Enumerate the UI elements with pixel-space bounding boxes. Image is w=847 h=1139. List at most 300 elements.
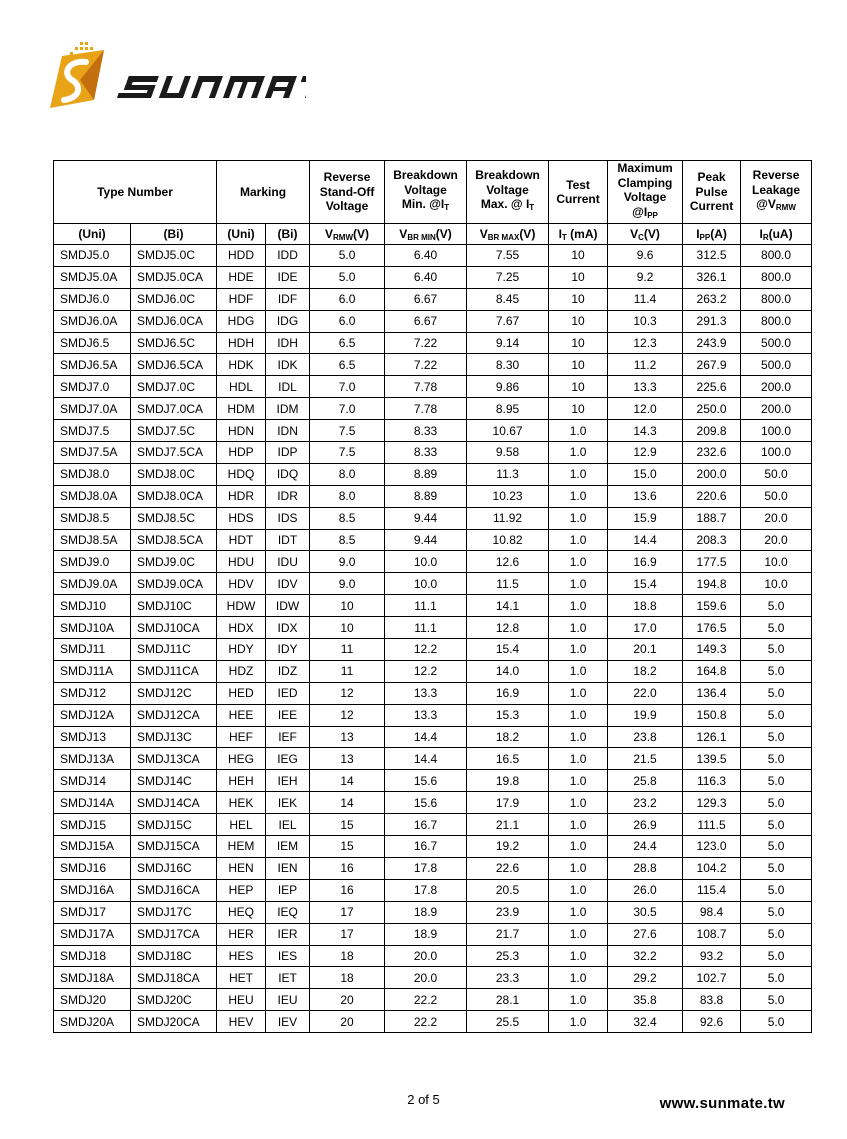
bi-marking-cell: IEF: [266, 726, 310, 748]
table-row: [54, 989, 812, 1011]
table-row: [54, 923, 812, 945]
uni-part-cell: SMDJ16A: [54, 879, 131, 901]
it-unit-header: $I_T$ (mA): [549, 224, 608, 245]
vbr-max-cell: 28.1: [467, 989, 549, 1011]
bi-part-cell: SMDJ6.5C: [131, 332, 217, 354]
peak-pulse-current-cell: 83.8: [683, 989, 741, 1011]
vbr-max-cell: 8.45: [467, 288, 549, 310]
uni-marking-cell: HEV: [217, 1011, 266, 1033]
vrmw-cell: 13: [310, 726, 385, 748]
clamping-voltage-cell: 18.2: [608, 660, 683, 682]
uni-part-cell: SMDJ8.5: [54, 507, 131, 529]
uni-part-cell: SMDJ16: [54, 857, 131, 879]
vc-unit-header: $V_C(V)$: [608, 224, 683, 245]
vrmw-cell: 5.0: [310, 245, 385, 267]
test-current-cell: 1.0: [549, 507, 608, 529]
bi-marking-cell: IDH: [266, 332, 310, 354]
bi-part-cell: SMDJ16CA: [131, 879, 217, 901]
reverse-leakage-cell: 800.0: [741, 288, 812, 310]
bi-part-cell: SMDJ18CA: [131, 967, 217, 989]
uni-marking-cell: HDR: [217, 485, 266, 507]
test-current-cell: 10: [549, 332, 608, 354]
test-current-cell: 1.0: [549, 748, 608, 770]
bi-part-cell: SMDJ13C: [131, 726, 217, 748]
type-number-header: Type Number: [54, 161, 217, 224]
table-row: [54, 879, 812, 901]
vbr-max-cell: 11.92: [467, 507, 549, 529]
uni-part-cell: SMDJ13: [54, 726, 131, 748]
vbr-max-cell: 25.5: [467, 1011, 549, 1033]
clamping-voltage-cell: 19.9: [608, 704, 683, 726]
peak-pulse-current-cell: 312.5: [683, 245, 741, 267]
header-row-units: [54, 224, 812, 245]
vbr-max-cell: 8.30: [467, 354, 549, 376]
peak-pulse-current-cell: 164.8: [683, 660, 741, 682]
uni-marking-cell: HEU: [217, 989, 266, 1011]
vbr-max-cell: 7.67: [467, 310, 549, 332]
clamping-voltage-cell: 13.3: [608, 376, 683, 398]
peak-pulse-current-cell: 123.0: [683, 836, 741, 858]
bi-part-cell: SMDJ13CA: [131, 748, 217, 770]
clamping-voltage-cell: 11.2: [608, 354, 683, 376]
vrmw-cell: 7.0: [310, 376, 385, 398]
reverse-leakage-cell: 10.0: [741, 551, 812, 573]
uni-part-cell: SMDJ8.0A: [54, 485, 131, 507]
table-body: [54, 245, 812, 1033]
reverse-leakage-cell: 5.0: [741, 857, 812, 879]
vrmw-cell: 20: [310, 1011, 385, 1033]
bi-part-cell: SMDJ14C: [131, 770, 217, 792]
peak-pulse-current-cell: 98.4: [683, 901, 741, 923]
vbr-min-cell: 9.44: [385, 507, 467, 529]
clamping-voltage-cell: 23.8: [608, 726, 683, 748]
peak-pulse-current-cell: 209.8: [683, 420, 741, 442]
table-row: [54, 354, 812, 376]
bi-part-cell: SMDJ14CA: [131, 792, 217, 814]
uni-marking-cell: HEF: [217, 726, 266, 748]
test-current-cell: 1.0: [549, 814, 608, 836]
ipp-unit-header: $I_{PP}(A)$: [683, 224, 741, 245]
vbr-max-cell: 22.6: [467, 857, 549, 879]
test-current-cell: 1.0: [549, 529, 608, 551]
vbr-max-cell: 7.55: [467, 245, 549, 267]
uni-part-cell: SMDJ12: [54, 682, 131, 704]
test-current-cell: 1.0: [549, 682, 608, 704]
bi-marking-cell: IDM: [266, 398, 310, 420]
vbr-min-cell: 11.1: [385, 617, 467, 639]
vbr-min-cell: 6.67: [385, 310, 467, 332]
bi-marking-cell: IEQ: [266, 901, 310, 923]
vbr-min-cell: 20.0: [385, 945, 467, 967]
reverse-leakage-cell: 5.0: [741, 967, 812, 989]
table-row: [54, 967, 812, 989]
uni-part-cell: SMDJ20A: [54, 1011, 131, 1033]
vbr-min-cell: 9.44: [385, 529, 467, 551]
vrmw-cell: 10: [310, 617, 385, 639]
bi-part-cell: SMDJ8.0C: [131, 463, 217, 485]
vbr-min-cell: 17.8: [385, 879, 467, 901]
bi-part-cell: SMDJ9.0CA: [131, 573, 217, 595]
bi-marking-cell: IDV: [266, 573, 310, 595]
vbr-min-cell: 14.4: [385, 726, 467, 748]
test-current-cell: 1.0: [549, 617, 608, 639]
vrmw-cell: 9.0: [310, 573, 385, 595]
vbr-min-cell: 10.0: [385, 551, 467, 573]
bi-marking-cell: IEP: [266, 879, 310, 901]
uni-marking-cell: HDF: [217, 288, 266, 310]
test-current-cell: 1.0: [549, 945, 608, 967]
uni-marking-cell: HDM: [217, 398, 266, 420]
peak-pulse-current-cell: 115.4: [683, 879, 741, 901]
test-current-cell: 1.0: [549, 639, 608, 661]
peak-pulse-current-cell: 111.5: [683, 814, 741, 836]
bi-part-cell: SMDJ10C: [131, 595, 217, 617]
bi-marking-cell: IDS: [266, 507, 310, 529]
reverse-leakage-cell: 5.0: [741, 901, 812, 923]
vrmw-cell: 14: [310, 792, 385, 814]
vrmw-cell: 16: [310, 857, 385, 879]
reverse-leakage-cell: 500.0: [741, 332, 812, 354]
reverse-leakage-cell: 5.0: [741, 595, 812, 617]
ir-unit-header: $I_R(uA)$: [741, 224, 812, 245]
reverse-leakage-cell: 5.0: [741, 989, 812, 1011]
bi-marking-cell: IEU: [266, 989, 310, 1011]
vbr-min-cell: 10.0: [385, 573, 467, 595]
uni-marking-cell: HEQ: [217, 901, 266, 923]
vbr-min-cell: 7.22: [385, 354, 467, 376]
vbr-min-cell: 12.2: [385, 639, 467, 661]
vrmw-cell: 7.5: [310, 420, 385, 442]
table-row: [54, 945, 812, 967]
uni-marking-cell: HDK: [217, 354, 266, 376]
vrmw-cell: 9.0: [310, 551, 385, 573]
peak-pulse-current-cell: 92.6: [683, 1011, 741, 1033]
table-row: [54, 770, 812, 792]
test-current-cell: 10: [549, 354, 608, 376]
bi-marking-cell: IDD: [266, 245, 310, 267]
uni-part-cell: SMDJ11A: [54, 660, 131, 682]
uni-part-cell: SMDJ8.0: [54, 463, 131, 485]
reverse-leakage-cell: 5.0: [741, 1011, 812, 1033]
uni-part-cell: SMDJ14A: [54, 792, 131, 814]
vbr-min-cell: 6.40: [385, 245, 467, 267]
table-row: [54, 310, 812, 332]
sunmate-logo: [42, 40, 306, 122]
uni-part-cell: SMDJ18: [54, 945, 131, 967]
bi-part-cell: SMDJ6.0CA: [131, 310, 217, 332]
vbr-min-cell: 17.8: [385, 857, 467, 879]
uni-part-cell: SMDJ20: [54, 989, 131, 1011]
peak-pulse-current-cell: 149.3: [683, 639, 741, 661]
clamping-voltage-cell: 11.4: [608, 288, 683, 310]
clamping-voltage-cell: 28.8: [608, 857, 683, 879]
header-row-main: [54, 161, 812, 224]
clamping-voltage-cell: 15.0: [608, 463, 683, 485]
test-current-cell: 1.0: [549, 923, 608, 945]
bi-marking-cell: IDQ: [266, 463, 310, 485]
uni-marking-cell: HEL: [217, 814, 266, 836]
website-url: www.sunmate.tw: [659, 1095, 785, 1112]
bi-part-cell: SMDJ12CA: [131, 704, 217, 726]
reverse-leakage-cell: 5.0: [741, 879, 812, 901]
reverse-leakage-cell: 5.0: [741, 726, 812, 748]
bi-marking-header: (Bi): [266, 224, 310, 245]
vbr-max-cell: 16.5: [467, 748, 549, 770]
peak-pulse-current-cell: 102.7: [683, 967, 741, 989]
vbr-max-cell: 12.8: [467, 617, 549, 639]
peak-pulse-current-cell: 250.0: [683, 398, 741, 420]
reverse-leakage-cell: 5.0: [741, 748, 812, 770]
bi-part-cell: SMDJ15CA: [131, 836, 217, 858]
vbr-max-cell: 15.4: [467, 639, 549, 661]
reverse-leakage-cell: 800.0: [741, 310, 812, 332]
vbr-min-cell: 8.33: [385, 420, 467, 442]
clamping-voltage-cell: 23.2: [608, 792, 683, 814]
bi-marking-cell: IET: [266, 967, 310, 989]
uni-marking-cell: HDS: [217, 507, 266, 529]
uni-marking-cell: HDT: [217, 529, 266, 551]
uni-marking-cell: HDW: [217, 595, 266, 617]
bi-part-cell: SMDJ17C: [131, 901, 217, 923]
uni-part-cell: SMDJ5.0: [54, 245, 131, 267]
test-current-cell: 1.0: [549, 551, 608, 573]
uni-part-cell: SMDJ15: [54, 814, 131, 836]
peak-pulse-current-cell: 243.9: [683, 332, 741, 354]
table-row: [54, 682, 812, 704]
page-number: 2 of 5: [407, 1092, 440, 1107]
vbr-max-cell: 16.9: [467, 682, 549, 704]
uni-part-cell: SMDJ7.5A: [54, 442, 131, 464]
bi-part-cell: SMDJ16C: [131, 857, 217, 879]
bi-part-cell: SMDJ20CA: [131, 1011, 217, 1033]
vrmw-cell: 15: [310, 836, 385, 858]
peak-pulse-current-cell: 188.7: [683, 507, 741, 529]
table-row: [54, 639, 812, 661]
peak-pulse-current-cell: 126.1: [683, 726, 741, 748]
vbr-min-cell: 7.78: [385, 398, 467, 420]
reverse-leakage-cell: 200.0: [741, 398, 812, 420]
reverse-leakage-cell: 5.0: [741, 704, 812, 726]
bi-marking-cell: IDG: [266, 310, 310, 332]
uni-marking-cell: HDE: [217, 266, 266, 288]
uni-part-cell: SMDJ9.0A: [54, 573, 131, 595]
reverse-leakage-cell: 100.0: [741, 420, 812, 442]
test-current-cell: 1.0: [549, 420, 608, 442]
vbr-min-cell: 12.2: [385, 660, 467, 682]
vbr-max-cell: 11.3: [467, 463, 549, 485]
vbr-min-cell: 22.2: [385, 989, 467, 1011]
vbr-max-cell: 7.25: [467, 266, 549, 288]
peak-pulse-current-cell: 267.9: [683, 354, 741, 376]
vrmw-cell: 11: [310, 660, 385, 682]
clamping-voltage-cell: 29.2: [608, 967, 683, 989]
table-row: [54, 420, 812, 442]
reverse-leakage-cell: 20.0: [741, 507, 812, 529]
table-row: [54, 660, 812, 682]
peak-pulse-current-cell: 200.0: [683, 463, 741, 485]
vrmw-cell: 12: [310, 682, 385, 704]
uni-part-cell: SMDJ18A: [54, 967, 131, 989]
peak-pulse-current-cell: 176.5: [683, 617, 741, 639]
uni-part-cell: SMDJ9.0: [54, 551, 131, 573]
peak-pulse-current-cell: 208.3: [683, 529, 741, 551]
uni-marking-cell: HDQ: [217, 463, 266, 485]
table-row: [54, 398, 812, 420]
vbr-max-cell: 10.67: [467, 420, 549, 442]
table-row: [54, 573, 812, 595]
uni-marking-cell: HED: [217, 682, 266, 704]
vbr-min-cell: 7.78: [385, 376, 467, 398]
vbr-max-cell: 20.5: [467, 879, 549, 901]
test-current-cell: 1.0: [549, 857, 608, 879]
test-current-cell: 1.0: [549, 836, 608, 858]
vrmw-cell: 17: [310, 923, 385, 945]
test-current-cell: 10: [549, 245, 608, 267]
uni-part-cell: SMDJ6.5: [54, 332, 131, 354]
uni-marking-cell: HES: [217, 945, 266, 967]
uni-marking-cell: HEN: [217, 857, 266, 879]
clamping-voltage-cell: 18.8: [608, 595, 683, 617]
bi-part-cell: SMDJ7.5CA: [131, 442, 217, 464]
peak-pulse-current-cell: 225.6: [683, 376, 741, 398]
uni-part-cell: SMDJ17A: [54, 923, 131, 945]
vbr-max-cell: 10.23: [467, 485, 549, 507]
vrmw-cell: 8.0: [310, 485, 385, 507]
bi-part-cell: SMDJ12C: [131, 682, 217, 704]
vrmw-cell: 18: [310, 945, 385, 967]
vrmw-cell: 13: [310, 748, 385, 770]
peak-pulse-current-cell: 129.3: [683, 792, 741, 814]
uni-marking-cell: HER: [217, 923, 266, 945]
vbr-min-cell: 22.2: [385, 1011, 467, 1033]
peak-pulse-current-cell: 291.3: [683, 310, 741, 332]
reverse-leakage-cell: 5.0: [741, 923, 812, 945]
clamping-voltage-cell: 26.9: [608, 814, 683, 836]
vbr-min-cell: 11.1: [385, 595, 467, 617]
vbr-min-cell: 20.0: [385, 967, 467, 989]
bi-marking-cell: IDX: [266, 617, 310, 639]
bi-marking-cell: IES: [266, 945, 310, 967]
vrmw-cell: 18: [310, 967, 385, 989]
test-current-cell: 1.0: [549, 879, 608, 901]
bi-marking-cell: IDR: [266, 485, 310, 507]
clamping-voltage-cell: 35.8: [608, 989, 683, 1011]
uni-part-cell: SMDJ17: [54, 901, 131, 923]
vbr-min-cell: 15.6: [385, 792, 467, 814]
vrmw-cell: 12: [310, 704, 385, 726]
uni-marking-cell: HEK: [217, 792, 266, 814]
vrmw-cell: 11: [310, 639, 385, 661]
clamping-voltage-cell: 9.6: [608, 245, 683, 267]
marking-header: Marking: [217, 161, 310, 224]
vbr-min-cell: 16.7: [385, 814, 467, 836]
peak-pulse-current-cell: 326.1: [683, 266, 741, 288]
test-current-cell: 1.0: [549, 704, 608, 726]
bi-part-cell: SMDJ20C: [131, 989, 217, 1011]
clamping-voltage-cell: 12.3: [608, 332, 683, 354]
logo-wordmark: [117, 76, 306, 98]
bi-part-cell: SMDJ5.0C: [131, 245, 217, 267]
test-current-cell: 10: [549, 288, 608, 310]
table-row: [54, 551, 812, 573]
test-current-cell: 10: [549, 266, 608, 288]
vrmw-cell: 14: [310, 770, 385, 792]
uni-marking-cell: HEP: [217, 879, 266, 901]
test-current-cell: 1.0: [549, 901, 608, 923]
peak-pulse-current-cell: 177.5: [683, 551, 741, 573]
bi-part-cell: SMDJ17CA: [131, 923, 217, 945]
clamping-voltage-cell: 25.8: [608, 770, 683, 792]
bi-marking-cell: IDW: [266, 595, 310, 617]
bi-part-cell: SMDJ11C: [131, 639, 217, 661]
clamping-voltage-cell: 20.1: [608, 639, 683, 661]
table-row: [54, 704, 812, 726]
reverse-leakage-cell: 10.0: [741, 573, 812, 595]
peak-pulse-current-cell: 116.3: [683, 770, 741, 792]
table-row: [54, 463, 812, 485]
vbr-max-cell: 23.3: [467, 967, 549, 989]
bi-part-cell: SMDJ10CA: [131, 617, 217, 639]
table-row: [54, 332, 812, 354]
reverse-leakage-cell: 5.0: [741, 770, 812, 792]
reverse-leakage-cell: 5.0: [741, 792, 812, 814]
bi-marking-cell: IDK: [266, 354, 310, 376]
vrmw-cell: 6.5: [310, 332, 385, 354]
bi-marking-cell: IED: [266, 682, 310, 704]
test-current-cell: 10: [549, 376, 608, 398]
vbr-min-cell: 8.33: [385, 442, 467, 464]
bi-marking-cell: IDE: [266, 266, 310, 288]
uni-marking-cell: HEG: [217, 748, 266, 770]
table-row: [54, 1011, 812, 1033]
vbr-max-cell: 15.3: [467, 704, 549, 726]
uni-part-cell: SMDJ7.0: [54, 376, 131, 398]
clamping-voltage-cell: 13.6: [608, 485, 683, 507]
table-row: [54, 529, 812, 551]
vrmw-cell: 6.5: [310, 354, 385, 376]
uni-part-cell: SMDJ11: [54, 639, 131, 661]
uni-part-cell: SMDJ12A: [54, 704, 131, 726]
bi-part-cell: SMDJ7.0CA: [131, 398, 217, 420]
bi-marking-cell: IEM: [266, 836, 310, 858]
uni-marking-cell: HDY: [217, 639, 266, 661]
vbr-min-cell: 8.89: [385, 463, 467, 485]
vbr-max-cell: 18.2: [467, 726, 549, 748]
test-current-cell: 1.0: [549, 595, 608, 617]
vbr-max-cell: 17.9: [467, 792, 549, 814]
clamping-voltage-cell: 12.0: [608, 398, 683, 420]
clamping-voltage-cell: 27.6: [608, 923, 683, 945]
reverse-leakage-cell: 5.0: [741, 639, 812, 661]
bi-part-cell: SMDJ6.5CA: [131, 354, 217, 376]
test-current-cell: 1.0: [549, 770, 608, 792]
vbr-min-cell: 15.6: [385, 770, 467, 792]
vbrmax-unit-header: $V_{BR MAX}(V)$: [467, 224, 549, 245]
logo-mark-icon: [50, 42, 104, 108]
vbr-min-cell: 18.9: [385, 901, 467, 923]
vbr-min-cell: 16.7: [385, 836, 467, 858]
vrmw-cell: 15: [310, 814, 385, 836]
vrmw-cell: 10: [310, 595, 385, 617]
reverse-standoff-header: Reverse Stand-Off Voltage: [310, 161, 385, 224]
test-current-cell: 10: [549, 310, 608, 332]
uni-marking-cell: HDD: [217, 245, 266, 267]
bi-marking-cell: IEN: [266, 857, 310, 879]
bi-marking-cell: IDN: [266, 420, 310, 442]
peak-pulse-current-cell: 104.2: [683, 857, 741, 879]
vbr-min-cell: 13.3: [385, 704, 467, 726]
bi-part-cell: SMDJ8.5CA: [131, 529, 217, 551]
